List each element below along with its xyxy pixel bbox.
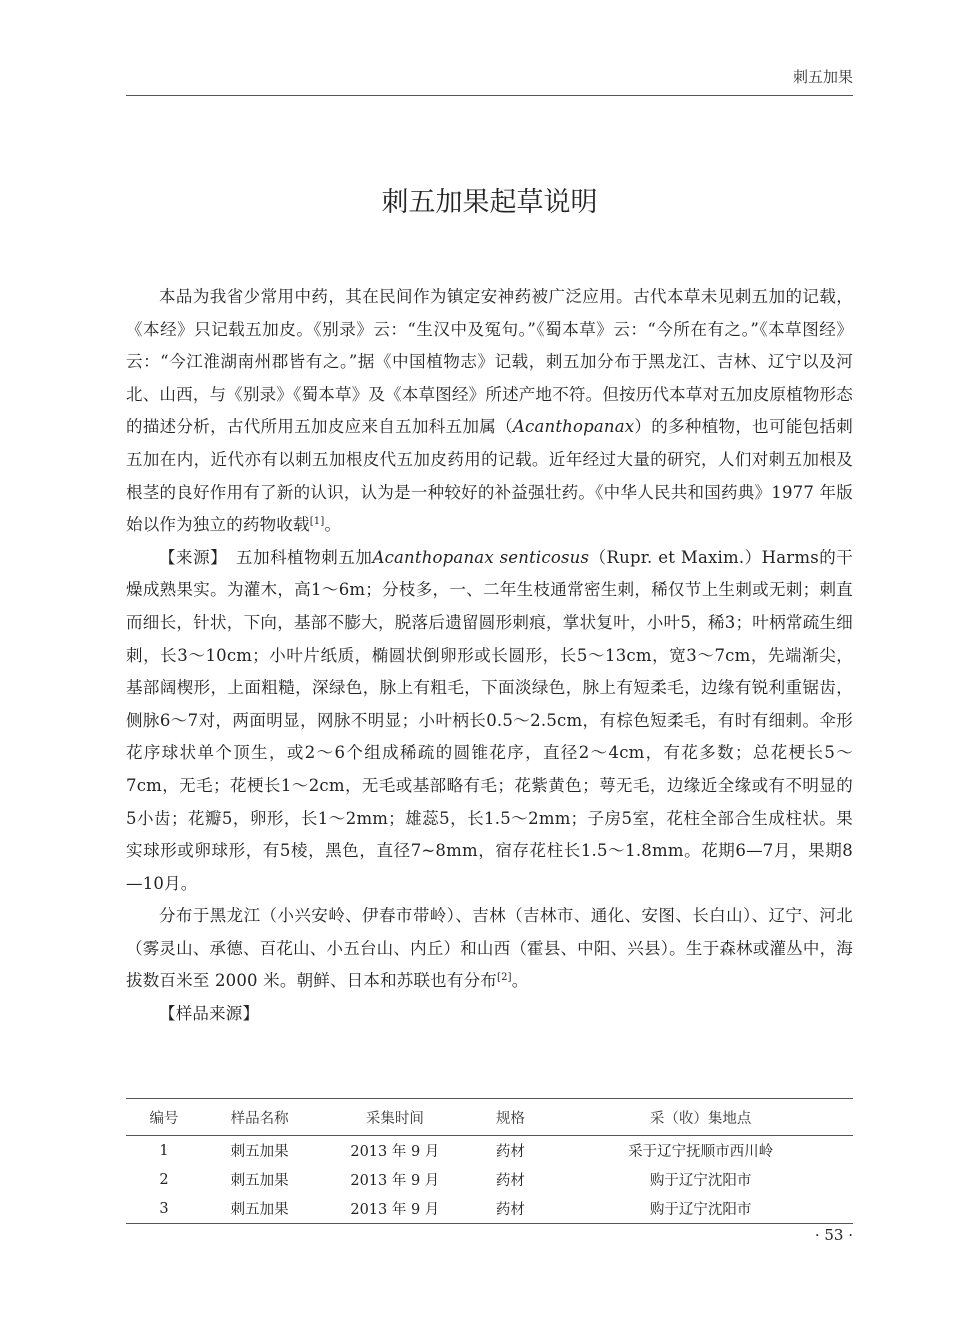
reference-1: [1]: [309, 516, 325, 528]
reference-2: [2]: [496, 972, 512, 984]
cell-number: 2: [159, 1171, 169, 1188]
header-number: 编号: [149, 1110, 179, 1127]
cell-specification: 药材: [495, 1173, 525, 1189]
cell-sample-name: 刺五加果: [230, 1202, 289, 1218]
cell-number: 1: [159, 1142, 169, 1159]
cell-sample-name: 刺五加果: [230, 1173, 289, 1189]
table-row: [126, 1165, 853, 1194]
cell-collection-time: 2013 年 9 月: [350, 1173, 440, 1189]
distribution-end: 。: [511, 971, 529, 991]
sample-table: [126, 1098, 853, 1224]
table-row: [126, 1194, 853, 1224]
cell-location: 购于辽宁沈阳市: [649, 1173, 752, 1189]
header-specification: 规格: [495, 1110, 525, 1127]
intro-continued: ）的多种植物，也可能包括刺五加在内，近代亦有以刺五加根皮代五加皮药用的记载。近年经过大量的研究，人们对刺五加根及根茎的良好作用有了新的认识，认为是一种较好的补益强壮药。《中华人民共和国药典》1977 年版始以作为独立的药物收载: [126, 417, 853, 535]
page-title: 刺五加果起草说明: [381, 187, 598, 218]
sample-source-label: 【样品来源】: [159, 1004, 260, 1024]
source-prefix: 五加科植物刺五加: [236, 547, 373, 567]
cell-specification: 药材: [495, 1144, 525, 1160]
intro-end: 。: [324, 515, 342, 535]
body-text: [126, 281, 853, 1031]
cell-specification: 药材: [495, 1202, 525, 1218]
header-location: 采（收）集地点: [649, 1110, 752, 1127]
running-header: 刺五加果: [792, 68, 853, 86]
distribution-paragraph: [126, 900, 853, 998]
cell-sample-name: 刺五加果: [230, 1144, 289, 1160]
sample-table-wrapper: [126, 1098, 853, 1224]
header-collection-time: 采集时间: [365, 1110, 424, 1127]
table-header-row: [126, 1099, 853, 1136]
cell-collection-time: 2013 年 9 月: [350, 1144, 440, 1160]
intro-paragraph: [126, 281, 853, 542]
page-number: · 53 ·: [814, 1226, 853, 1244]
header-sample-name: 样品名称: [230, 1110, 289, 1127]
header-rule: [126, 95, 853, 96]
cell-collection-time: 2013 年 9 月: [350, 1202, 440, 1218]
source-label: 【来源】: [159, 547, 219, 567]
source-description: （Rupr. et Maxim.）Harms的干燥成熟果实。为灌木，高1～6m；分枝多，一、二年生枝通常密生刺，稀仅节上生刺或无刺；刺直而细长，针状，下向，基部不膨大，脱落后遗留圆形刺痕，掌状复叶，小叶5，稀3；叶柄常疏生细刺，长3～10cm；小叶片纸质，椭圆状倒卵形或长圆形，长5～13cm，宽3～7cm，先端渐尖，基部阔楔形，上面粗糙，深绿色，脉上有粗毛，下面淡绿色，脉上有短柔毛，边缘有锐利重锯齿，侧脉6～7对，两面明显，网脉不明显；小叶柄长0.5～2.5cm，有棕色短柔毛，有时有细刺。伞形花序球状单个顶生，或2～6个组成稀疏的圆锥花序，直径2～4cm，有花多数；总花梗长5～7cm，无毛；花梗长1～2cm，无毛或基部略有毛；花紫黄色；萼无毛，边缘近全缘或有不明显的5小齿；花瓣5，卵形，长1～2mm；雄蕊5，长1.5～2mm；子房5室，花柱全部合生成柱状。果实球形或卵球形，有5棱，黑色，直径7~8mm，宿存花柱长1.5～1.8mm。花期6—7月，果期8—10月。: [126, 547, 853, 893]
cell-number: 3: [159, 1200, 169, 1217]
species-name: Acanthopanax senticosus: [372, 547, 590, 567]
genus-name: Acanthopanax: [512, 417, 635, 437]
distribution-text: 分布于黑龙江（小兴安岭、伊春市带岭）、吉林（吉林市、通化、安图、长白山）、辽宁、河北（雾灵山、承德、百花山、小五台山、内丘）和山西（霍县、中阳、兴县）。生于森林或灌丛中，海拔数百米至 2000 米。朝鲜、日本和苏联也有分布: [126, 906, 853, 991]
intro-text: 本品为我省少常用中药，其在民间作为镇定安神药被广泛应用。古代本草未见刺五加的记载，《本经》只记载五加皮。《别录》云：“生汉中及冤句。”《蜀本草》云：“今所在有之。”《本草图经》云：“今江淮湖南州郡皆有之。”据《中国植物志》记载，刺五加分布于黑龙江、吉林、辽宁以及河北、山西，与《别录》《蜀本草》及《本草图经》所述产地不符。但按历代本草对五加皮原植物形态的描述分析，古代所用五加皮应来自五加科五加属（: [126, 287, 853, 437]
cell-location: 购于辽宁沈阳市: [649, 1202, 752, 1218]
cell-location: 采于辽宁抚顺市西川岭: [628, 1144, 774, 1160]
source-paragraph: [126, 542, 853, 901]
table-row: [126, 1136, 853, 1166]
